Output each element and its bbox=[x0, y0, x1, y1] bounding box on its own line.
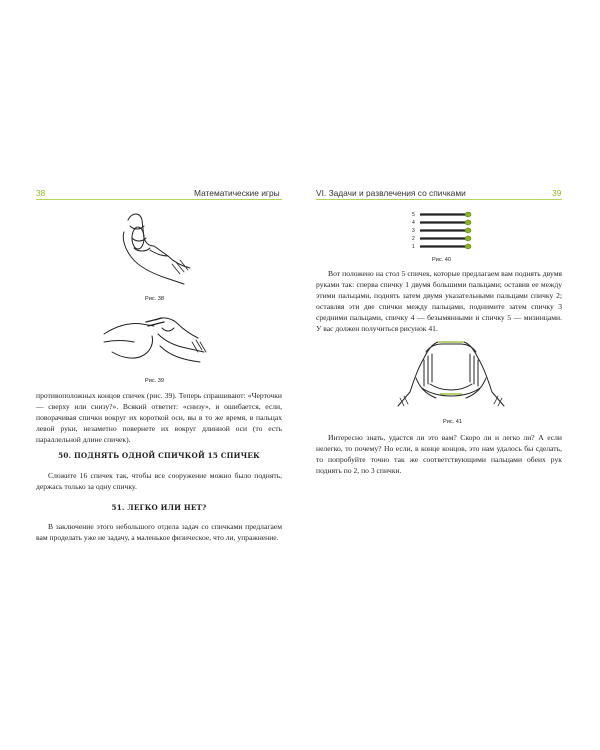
heading-problem-50: 50. ПОДНЯТЬ ОДНОЙ СПИЧКОЙ 15 СПИЧЕК bbox=[58, 451, 260, 460]
header-rule-left bbox=[36, 199, 282, 200]
match-label-3: 3 bbox=[412, 228, 415, 234]
figure-39-hands-icon bbox=[100, 312, 210, 372]
paragraph-problem-50: Сложите 16 спичек так, чтобы все сооружение можно было поднять, держась только за одну спичку. bbox=[36, 471, 282, 491]
match-label-4: 4 bbox=[412, 220, 415, 226]
figure-38-caption: Рис. 38 bbox=[145, 296, 164, 302]
match-head-5 bbox=[465, 212, 471, 217]
match-head-3 bbox=[465, 228, 471, 233]
match-label-2: 2 bbox=[412, 236, 415, 242]
figure-38-hand-icon bbox=[110, 208, 195, 290]
figure-41-hands-icon bbox=[396, 334, 506, 412]
match-head-1 bbox=[465, 244, 471, 249]
match-head-4 bbox=[465, 220, 471, 225]
page-number-left: 38 bbox=[36, 188, 46, 198]
paragraph-continued: противоположных концов спичек (рис. 39). Теперь спрашивают: «Черточки — сверху или снизу?». Всякий ответит: «снизу», и ошибается, если, поворачивая спички вокруг их короткой оси, вы в то же время, в пальцах левой руки, незаметно повернете их вокруг длинной оси (то есть параллельной длине спичек). bbox=[36, 391, 282, 444]
running-head-left: Математические игры bbox=[194, 188, 280, 198]
heading-problem-51: 51. ЛЕГКО ИЛИ НЕТ? bbox=[111, 503, 207, 512]
paragraph-problem-51: В заключение этого небольшого отдела задач со спичками предлагаем вам проделать уже не задачу, а маленькое физическое, что ли, упражнение. bbox=[36, 522, 282, 542]
page-number-right: 39 bbox=[552, 188, 562, 198]
paragraph-question: Интересно знать, удастся ли это вам? Скоро ли и легко ли? А если нелегко, то почему? Но если, в конце концов, это нам удалось бы сделать, то попробуйте точно так же соответствующими пальцами обеих рук поднять по 2, по 3 спички. bbox=[316, 433, 562, 475]
figure-41-caption: Рис. 41 bbox=[443, 419, 462, 425]
match-head-2 bbox=[465, 236, 471, 241]
figure-40-caption: Рис. 40 bbox=[432, 257, 451, 263]
header-rule-right bbox=[316, 199, 562, 200]
match-label-1: 1 bbox=[412, 244, 415, 250]
figure-40-matches bbox=[412, 210, 474, 250]
figure-39-caption: Рис. 39 bbox=[145, 378, 164, 384]
match-label-5: 5 bbox=[412, 212, 415, 218]
paragraph-five-matches: Вот положено на стол 5 спичек, которые предлагаем вам поднять двумя руками так: сперва спичку 1 двумя большими пальцами; оставив ее между этими пальцами, поднять затем двумя указательными пальцами спичку 2; оставляя эти две спички между пальцами, поднимите затем спичку 3 средними пальцами, спичку 4 — безымянными и спичку 5 — мизинцами. У вас должен получиться рисунок 41. bbox=[316, 269, 562, 333]
right-page bbox=[300, 0, 600, 750]
running-head-right: VI. Задачи и развлечения со спичками bbox=[316, 188, 466, 198]
